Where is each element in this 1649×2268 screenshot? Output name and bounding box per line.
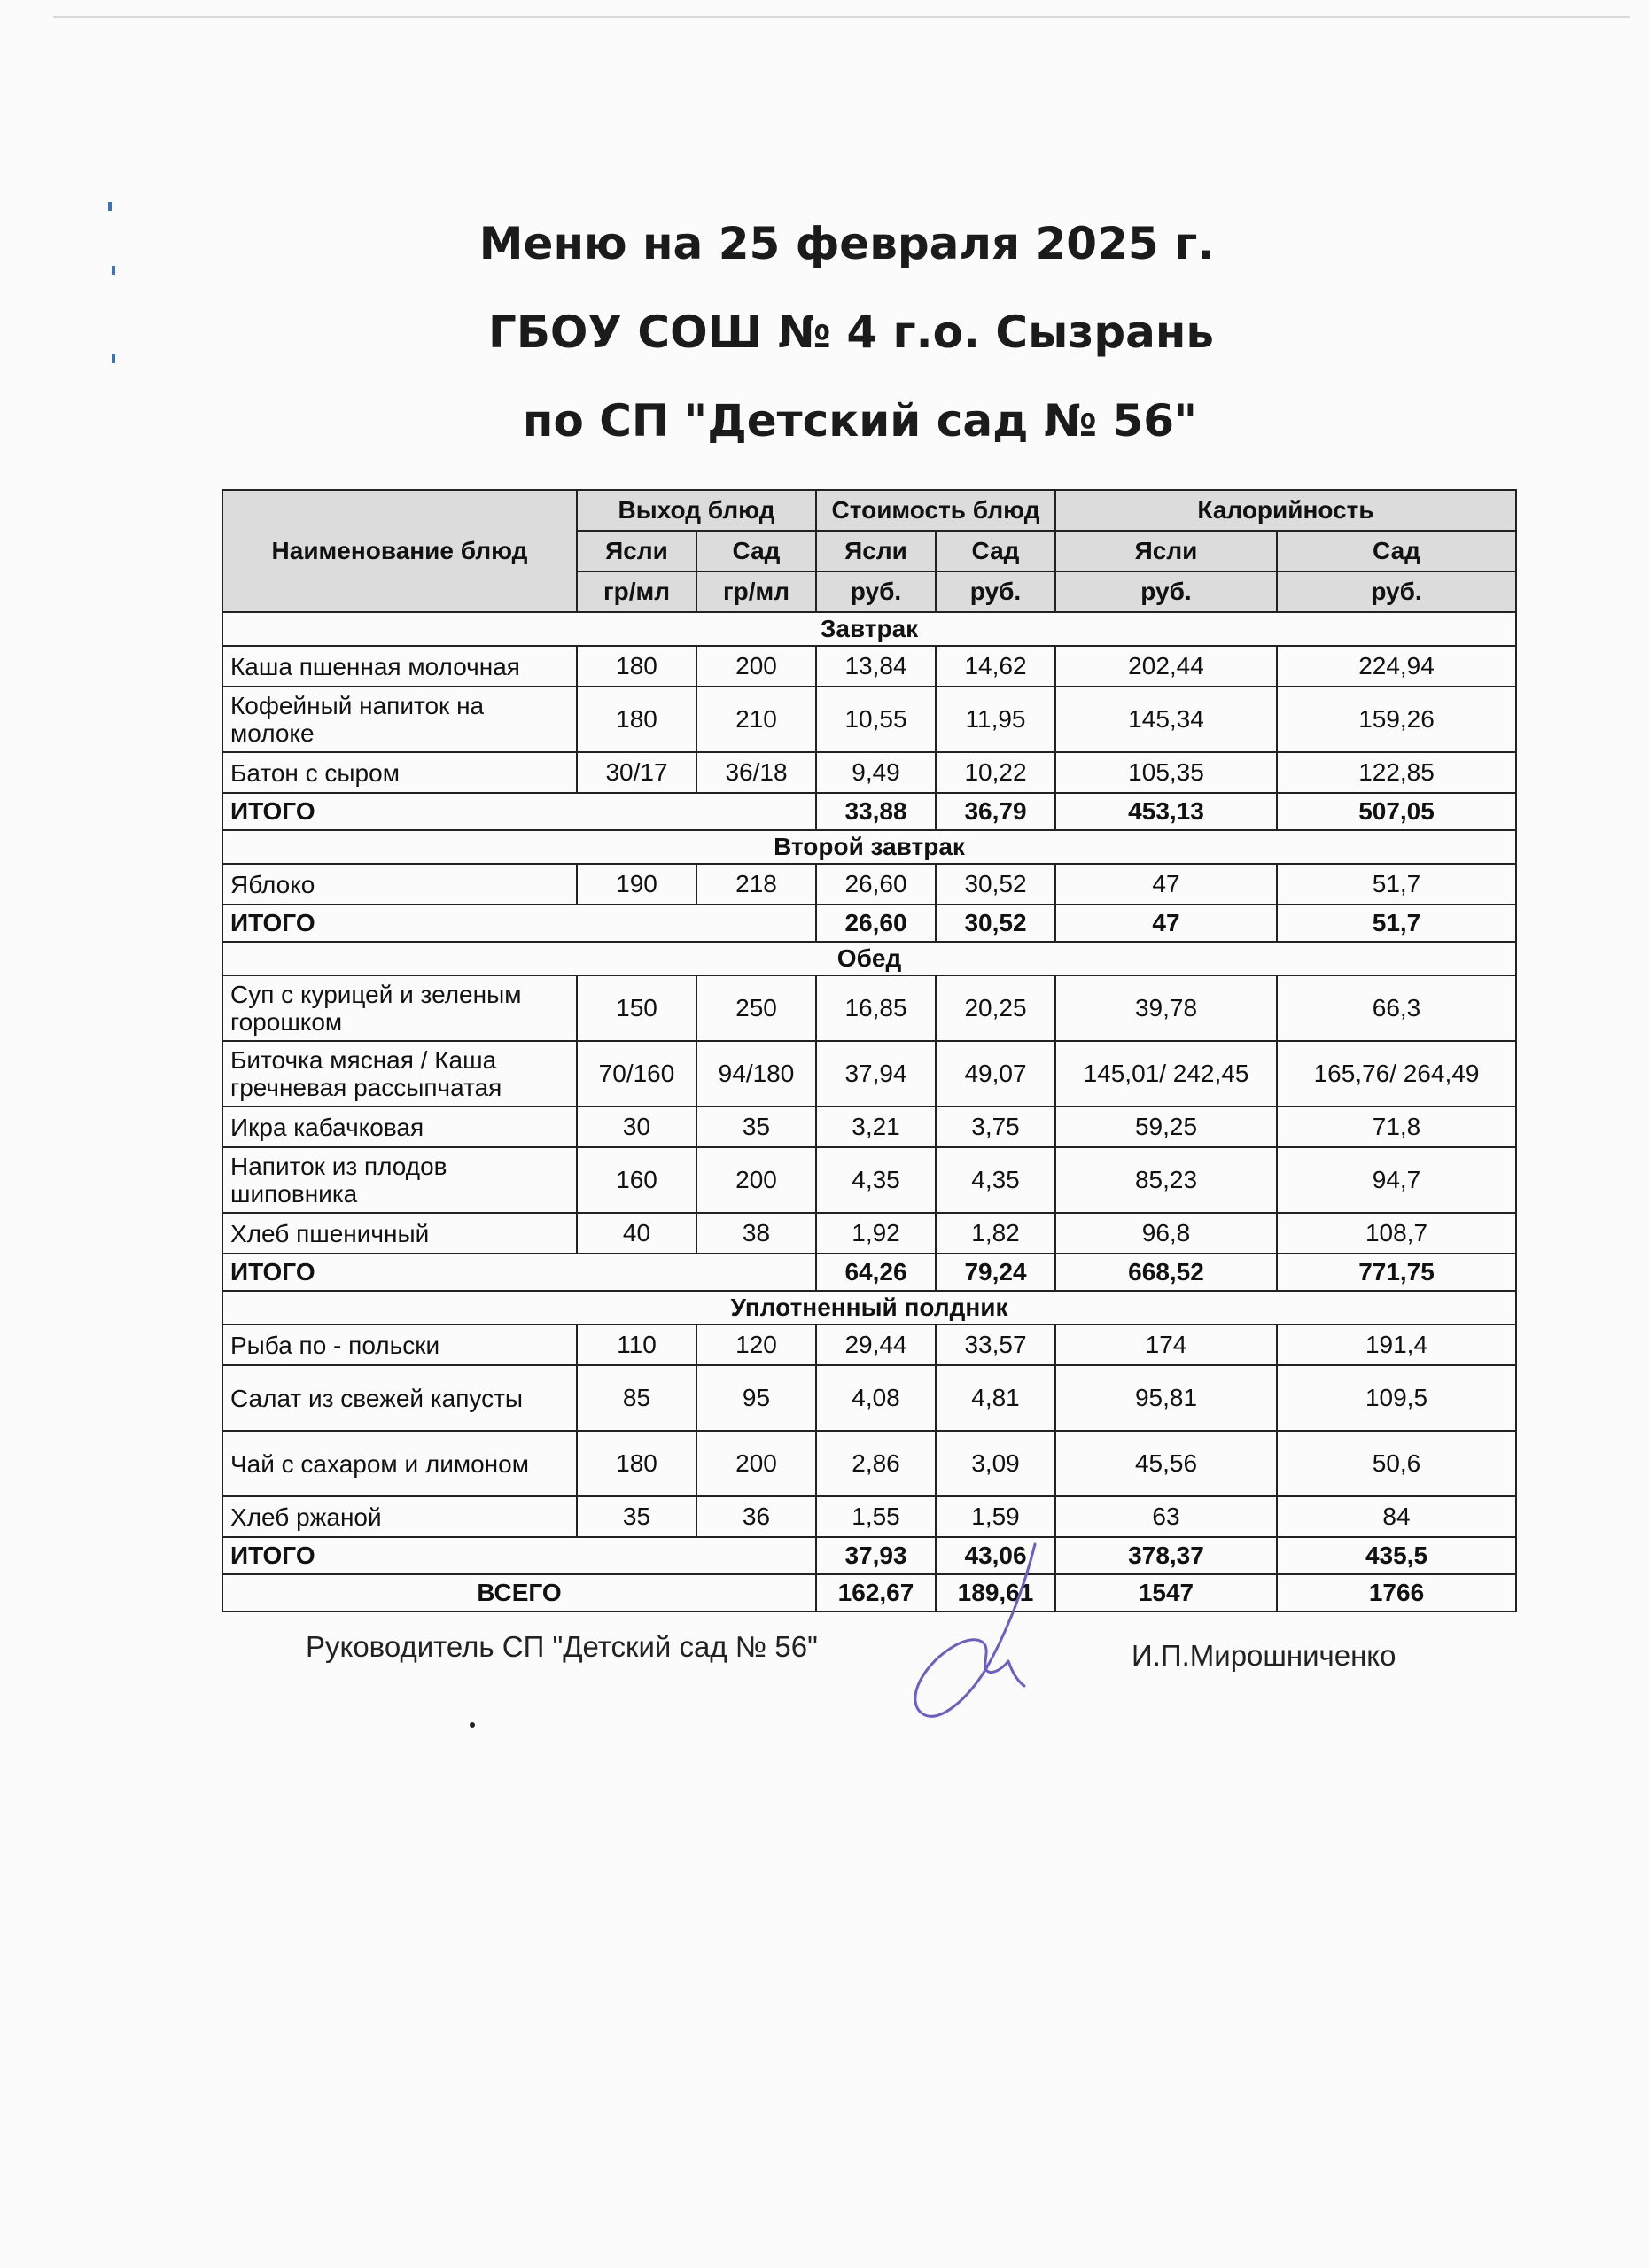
total-cell: 37,93 [816, 1537, 936, 1574]
table-row [222, 864, 1516, 905]
total-cell: 43,06 [936, 1537, 1055, 1574]
table-cell: 159,26 [1277, 687, 1516, 752]
table-cell: 30/17 [577, 752, 696, 793]
table-cell: 14,62 [936, 646, 1055, 687]
dish-name: Рыба по - польски [222, 1324, 577, 1365]
school-name: ГБОУ СОШ № 4 г.о. Сызрань [487, 307, 1215, 358]
table-row [222, 1147, 1516, 1213]
grand-total-cell: 1766 [1277, 1574, 1516, 1612]
section-row [222, 942, 1516, 975]
column-unit: гр/мл [696, 571, 816, 612]
table-cell: 35 [696, 1107, 816, 1147]
table-cell: 95 [696, 1365, 816, 1431]
table-row [222, 1496, 1516, 1537]
table-cell: 1,92 [816, 1213, 936, 1254]
column-subheader: Ясли [816, 531, 936, 571]
table-cell: 36 [696, 1496, 816, 1537]
grand-total-row [222, 1574, 1516, 1612]
table-cell: 26,60 [816, 864, 936, 905]
total-cell: 453,13 [1055, 793, 1277, 830]
table-cell: 16,85 [816, 975, 936, 1041]
table-cell: 4,35 [816, 1147, 936, 1213]
total-cell: 47 [1055, 905, 1277, 942]
table-row [222, 1365, 1516, 1431]
table-cell: 180 [577, 646, 696, 687]
table-cell: 29,44 [816, 1324, 936, 1365]
total-row [222, 905, 1516, 942]
total-cell: 64,26 [816, 1254, 936, 1291]
total-cell: 771,75 [1277, 1254, 1516, 1291]
column-subheader: Сад [936, 531, 1055, 571]
page-top-edge [53, 16, 1630, 18]
table-cell: 30 [577, 1107, 696, 1147]
table-cell: 20,25 [936, 975, 1055, 1041]
total-cell: 33,88 [816, 793, 936, 830]
table-cell: 94/180 [696, 1041, 816, 1107]
menu-table [222, 489, 1517, 1612]
total-cell: 507,05 [1277, 793, 1516, 830]
table-row [222, 1431, 1516, 1496]
table-row [222, 1041, 1516, 1107]
total-cell: 30,52 [936, 905, 1055, 942]
table-cell: 122,85 [1277, 752, 1516, 793]
table-cell: 190 [577, 864, 696, 905]
table-cell: 200 [696, 1431, 816, 1496]
table-cell: 202,44 [1055, 646, 1277, 687]
total-label: ИТОГО [222, 1537, 816, 1574]
column-subheader: Сад [1277, 531, 1516, 571]
signatory-role: Руководитель СП "Детский сад № 56" [306, 1630, 818, 1663]
table-cell: 165,76/ 264,49 [1277, 1041, 1516, 1107]
table-cell: 224,94 [1277, 646, 1516, 687]
table-cell: 2,86 [816, 1431, 936, 1496]
table-cell: 36/18 [696, 752, 816, 793]
table-cell: 4,35 [936, 1147, 1055, 1213]
table-cell: 174 [1055, 1324, 1277, 1365]
total-label: ИТОГО [222, 1254, 816, 1291]
total-row [222, 1254, 1516, 1291]
table-cell: 191,4 [1277, 1324, 1516, 1365]
table-row [222, 1107, 1516, 1147]
total-cell: 435,5 [1277, 1537, 1516, 1574]
table-cell: 160 [577, 1147, 696, 1213]
table-cell: 47 [1055, 864, 1277, 905]
table-cell: 1,59 [936, 1496, 1055, 1537]
dish-name: Биточка мясная / Каша гречневая рассыпчатая [222, 1041, 577, 1107]
table-cell: 4,08 [816, 1365, 936, 1431]
table-cell: 71,8 [1277, 1107, 1516, 1147]
dish-name: Кофейный напиток на молоке [222, 687, 577, 752]
unit-name: по СП "Детский сад № 56" [522, 395, 1198, 447]
table-cell: 218 [696, 864, 816, 905]
table-cell: 180 [577, 687, 696, 752]
table-cell: 11,95 [936, 687, 1055, 752]
dish-name: Батон с сыром [222, 752, 577, 793]
table-cell: 45,56 [1055, 1431, 1277, 1496]
table-cell: 145,34 [1055, 687, 1277, 752]
table-cell: 37,94 [816, 1041, 936, 1107]
table-cell: 50,6 [1277, 1431, 1516, 1496]
table-cell: 66,3 [1277, 975, 1516, 1041]
table-row [222, 646, 1516, 687]
dish-name: Хлеб пшеничный [222, 1213, 577, 1254]
table-cell: 109,5 [1277, 1365, 1516, 1431]
table-cell: 39,78 [1055, 975, 1277, 1041]
table-cell: 105,35 [1055, 752, 1277, 793]
column-group-yield: Выход блюд [577, 490, 816, 531]
dish-name: Яблоко [222, 864, 577, 905]
column-subheader: Ясли [577, 531, 696, 571]
table-cell: 1,55 [816, 1496, 936, 1537]
total-cell: 51,7 [1277, 905, 1516, 942]
table-row [222, 752, 1516, 793]
table-row [222, 975, 1516, 1041]
table-cell: 200 [696, 646, 816, 687]
handwritten-signature [904, 1537, 1063, 1741]
column-unit: руб. [816, 571, 936, 612]
total-cell: 378,37 [1055, 1537, 1277, 1574]
table-cell: 3,75 [936, 1107, 1055, 1147]
grand-total-cell: 189,61 [936, 1574, 1055, 1612]
table-cell: 9,49 [816, 752, 936, 793]
table-cell: 13,84 [816, 646, 936, 687]
table-cell: 110 [577, 1324, 696, 1365]
dish-name: Салат из свежей капусты [222, 1365, 577, 1431]
table-cell: 96,8 [1055, 1213, 1277, 1254]
document-title: Меню на 25 февраля 2025 г. [478, 218, 1215, 269]
column-unit: руб. [1277, 571, 1516, 612]
table-cell: 10,22 [936, 752, 1055, 793]
dish-name: Каша пшенная молочная [222, 646, 577, 687]
table-cell: 30,52 [936, 864, 1055, 905]
table-cell: 180 [577, 1431, 696, 1496]
section-row [222, 1291, 1516, 1324]
section-title: Завтрак [222, 612, 1516, 646]
table-cell: 38 [696, 1213, 816, 1254]
table-cell: 250 [696, 975, 816, 1041]
column-subheader: Ясли [1055, 531, 1277, 571]
column-header-dish: Наименование блюд [222, 490, 577, 612]
table-cell: 210 [696, 687, 816, 752]
dish-name: Хлеб ржаной [222, 1496, 577, 1537]
dish-name: Напиток из плодов шиповника [222, 1147, 577, 1213]
table-body [222, 612, 1516, 1612]
table-cell: 85 [577, 1365, 696, 1431]
table-cell: 145,01/ 242,45 [1055, 1041, 1277, 1107]
total-cell: 668,52 [1055, 1254, 1277, 1291]
column-unit: руб. [1055, 571, 1277, 612]
total-label: ИТОГО [222, 793, 816, 830]
table-cell: 150 [577, 975, 696, 1041]
total-row [222, 793, 1516, 830]
table-cell: 10,55 [816, 687, 936, 752]
table-cell: 94,7 [1277, 1147, 1516, 1213]
dish-name: Икра кабачковая [222, 1107, 577, 1147]
section-title: Обед [222, 942, 1516, 975]
table-cell: 40 [577, 1213, 696, 1254]
document-header [0, 199, 1649, 465]
section-title: Уплотненный полдник [222, 1291, 1516, 1324]
table-cell: 59,25 [1055, 1107, 1277, 1147]
table-cell: 1,82 [936, 1213, 1055, 1254]
table-cell: 33,57 [936, 1324, 1055, 1365]
table-cell: 84 [1277, 1496, 1516, 1537]
table-cell: 4,81 [936, 1365, 1055, 1431]
table-cell: 35 [577, 1496, 696, 1537]
dish-name: Чай с сахаром и лимоном [222, 1431, 577, 1496]
table-cell: 120 [696, 1324, 816, 1365]
table-cell: 108,7 [1277, 1213, 1516, 1254]
column-unit: руб. [936, 571, 1055, 612]
ink-dot [470, 1722, 475, 1728]
table-row [222, 687, 1516, 752]
column-unit: гр/мл [577, 571, 696, 612]
table-header [222, 490, 1516, 612]
table-cell: 49,07 [936, 1041, 1055, 1107]
total-cell: 36,79 [936, 793, 1055, 830]
grand-total-cell: 1547 [1055, 1574, 1277, 1612]
column-group-cost: Стоимость блюд [816, 490, 1055, 531]
total-row [222, 1537, 1516, 1574]
column-subheader: Сад [696, 531, 816, 571]
grand-total-label: ВСЕГО [222, 1574, 816, 1612]
table-row [222, 1213, 1516, 1254]
total-label: ИТОГО [222, 905, 816, 942]
dish-name: Суп с курицей и зеленым горошком [222, 975, 577, 1041]
table-cell: 70/160 [577, 1041, 696, 1107]
table-cell: 63 [1055, 1496, 1277, 1537]
table-cell: 3,21 [816, 1107, 936, 1147]
total-cell: 79,24 [936, 1254, 1055, 1291]
table-cell: 95,81 [1055, 1365, 1277, 1431]
table-cell: 85,23 [1055, 1147, 1277, 1213]
signatory-name: И.П.Мирошниченко [1132, 1639, 1396, 1672]
table-cell: 3,09 [936, 1431, 1055, 1496]
section-row [222, 612, 1516, 646]
column-group-calories: Калорийность [1055, 490, 1516, 531]
section-row [222, 830, 1516, 864]
grand-total-cell: 162,67 [816, 1574, 936, 1612]
table-row [222, 1324, 1516, 1365]
section-title: Второй завтрак [222, 830, 1516, 864]
table-cell: 51,7 [1277, 864, 1516, 905]
table-cell: 200 [696, 1147, 816, 1213]
total-cell: 26,60 [816, 905, 936, 942]
